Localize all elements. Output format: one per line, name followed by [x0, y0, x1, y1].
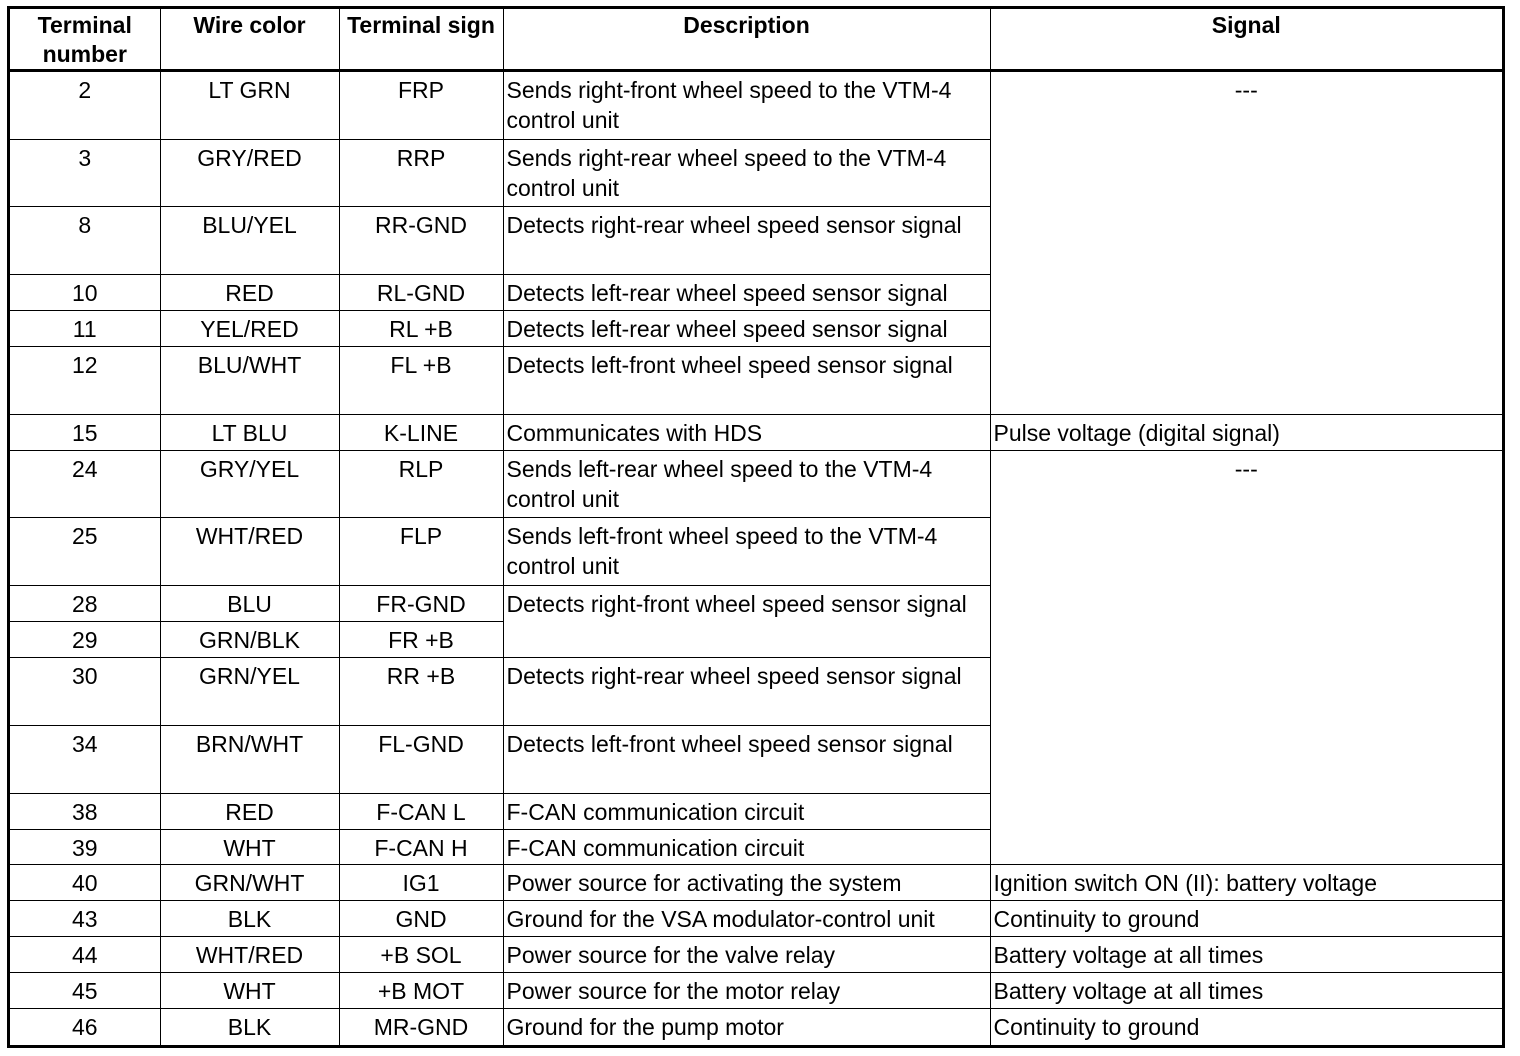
wire-color: RED	[160, 793, 339, 829]
terminal-sign: GND	[339, 901, 503, 937]
header-wire-color: Wire color	[160, 9, 339, 71]
header-row	[10, 9, 1502, 71]
terminal-number: 2	[10, 71, 160, 140]
terminal-number: 24	[10, 450, 160, 518]
description: Detects left-rear wheel speed sensor signal	[503, 311, 990, 347]
description: Detects right-front wheel speed sensor signal	[503, 586, 990, 658]
terminal-sign: F-CAN H	[339, 829, 503, 865]
table-row	[10, 414, 1502, 450]
terminal-sign: IG1	[339, 865, 503, 901]
signal: ---	[990, 71, 1502, 415]
table-row	[10, 901, 1502, 937]
terminal-sign: RLP	[339, 450, 503, 518]
signal: Battery voltage at all times	[990, 973, 1502, 1009]
header-terminal-number: Terminal number	[10, 9, 160, 71]
terminal-number: 11	[10, 311, 160, 347]
table-row	[10, 865, 1502, 901]
description: Communicates with HDS	[503, 414, 990, 450]
table-row	[10, 1009, 1502, 1045]
terminal-number: 8	[10, 207, 160, 275]
header-terminal-sign: Terminal sign	[339, 9, 503, 71]
terminal-number: 29	[10, 622, 160, 658]
wire-color: RED	[160, 275, 339, 311]
terminal-sign: FL +B	[339, 347, 503, 415]
terminal-sign: RR +B	[339, 658, 503, 726]
terminal-sign: MR-GND	[339, 1009, 503, 1045]
terminal-sign: +B MOT	[339, 973, 503, 1009]
signal: Ignition switch ON (II): battery voltage	[990, 865, 1502, 901]
terminal-sign: RL-GND	[339, 275, 503, 311]
wire-color: BLU	[160, 586, 339, 622]
header-signal: Signal	[990, 9, 1502, 71]
description: Power source for the motor relay	[503, 973, 990, 1009]
signal: Pulse voltage (digital signal)	[990, 414, 1502, 450]
terminal-sign: RR-GND	[339, 207, 503, 275]
signal: Battery voltage at all times	[990, 937, 1502, 973]
wire-color: LT BLU	[160, 414, 339, 450]
terminal-number: 44	[10, 937, 160, 973]
terminal-sign: +B SOL	[339, 937, 503, 973]
wire-color: WHT	[160, 973, 339, 1009]
description: Detects left-front wheel speed sensor signal	[503, 725, 990, 793]
wire-color: GRN/YEL	[160, 658, 339, 726]
terminal-number: 39	[10, 829, 160, 865]
terminal-sign: FL-GND	[339, 725, 503, 793]
wire-color: BLU/YEL	[160, 207, 339, 275]
terminal-number: 30	[10, 658, 160, 726]
table-row	[10, 937, 1502, 973]
wire-color: LT GRN	[160, 71, 339, 140]
table-row	[10, 450, 1502, 518]
description: Detects left-front wheel speed sensor signal	[503, 347, 990, 415]
wire-color: BRN/WHT	[160, 725, 339, 793]
terminal-sign: FR +B	[339, 622, 503, 658]
wire-color: GRN/WHT	[160, 865, 339, 901]
terminal-number: 45	[10, 973, 160, 1009]
terminal-number: 12	[10, 347, 160, 415]
description: Sends right-rear wheel speed to the VTM-4 control unit	[503, 139, 990, 207]
wire-color: WHT	[160, 829, 339, 865]
description: F-CAN communication circuit	[503, 829, 990, 865]
terminal-number: 43	[10, 901, 160, 937]
terminal-sign: FR-GND	[339, 586, 503, 622]
description: Power source for activating the system	[503, 865, 990, 901]
terminal-sign: F-CAN L	[339, 793, 503, 829]
terminal-number: 38	[10, 793, 160, 829]
terminal-number: 3	[10, 139, 160, 207]
description: Sends left-front wheel speed to the VTM-4 control unit	[503, 518, 990, 586]
wire-color: GRN/BLK	[160, 622, 339, 658]
description: Sends left-rear wheel speed to the VTM-4 control unit	[503, 450, 990, 518]
signal: ---	[990, 450, 1502, 865]
wire-color: GRY/YEL	[160, 450, 339, 518]
description: Power source for the valve relay	[503, 937, 990, 973]
terminal-number: 28	[10, 586, 160, 622]
terminal-sign: RL +B	[339, 311, 503, 347]
description: Detects right-rear wheel speed sensor signal	[503, 658, 990, 726]
wire-color: YEL/RED	[160, 311, 339, 347]
description: Detects right-rear wheel speed sensor signal	[503, 207, 990, 275]
header-description: Description	[503, 9, 990, 71]
signal: Continuity to ground	[990, 1009, 1502, 1045]
terminal-table	[10, 9, 1502, 1045]
terminal-number: 15	[10, 414, 160, 450]
table-row	[10, 71, 1502, 140]
terminal-sign: K-LINE	[339, 414, 503, 450]
description: Sends right-front wheel speed to the VTM-4 control unit	[503, 71, 990, 140]
wire-color: WHT/RED	[160, 518, 339, 586]
description: Ground for the VSA modulator-control unit	[503, 901, 990, 937]
wire-color: WHT/RED	[160, 937, 339, 973]
wire-color: BLU/WHT	[160, 347, 339, 415]
terminal-number: 34	[10, 725, 160, 793]
description: Ground for the pump motor	[503, 1009, 990, 1045]
description: F-CAN communication circuit	[503, 793, 990, 829]
terminal-number: 40	[10, 865, 160, 901]
terminal-sign: RRP	[339, 139, 503, 207]
terminal-number: 46	[10, 1009, 160, 1045]
description: Detects left-rear wheel speed sensor signal	[503, 275, 990, 311]
terminal-sign: FLP	[339, 518, 503, 586]
terminal-number: 10	[10, 275, 160, 311]
signal: Continuity to ground	[990, 901, 1502, 937]
table-row	[10, 973, 1502, 1009]
wire-color: BLK	[160, 901, 339, 937]
wire-color: BLK	[160, 1009, 339, 1045]
terminal-sign: FRP	[339, 71, 503, 140]
terminal-number: 25	[10, 518, 160, 586]
wire-color: GRY/RED	[160, 139, 339, 207]
